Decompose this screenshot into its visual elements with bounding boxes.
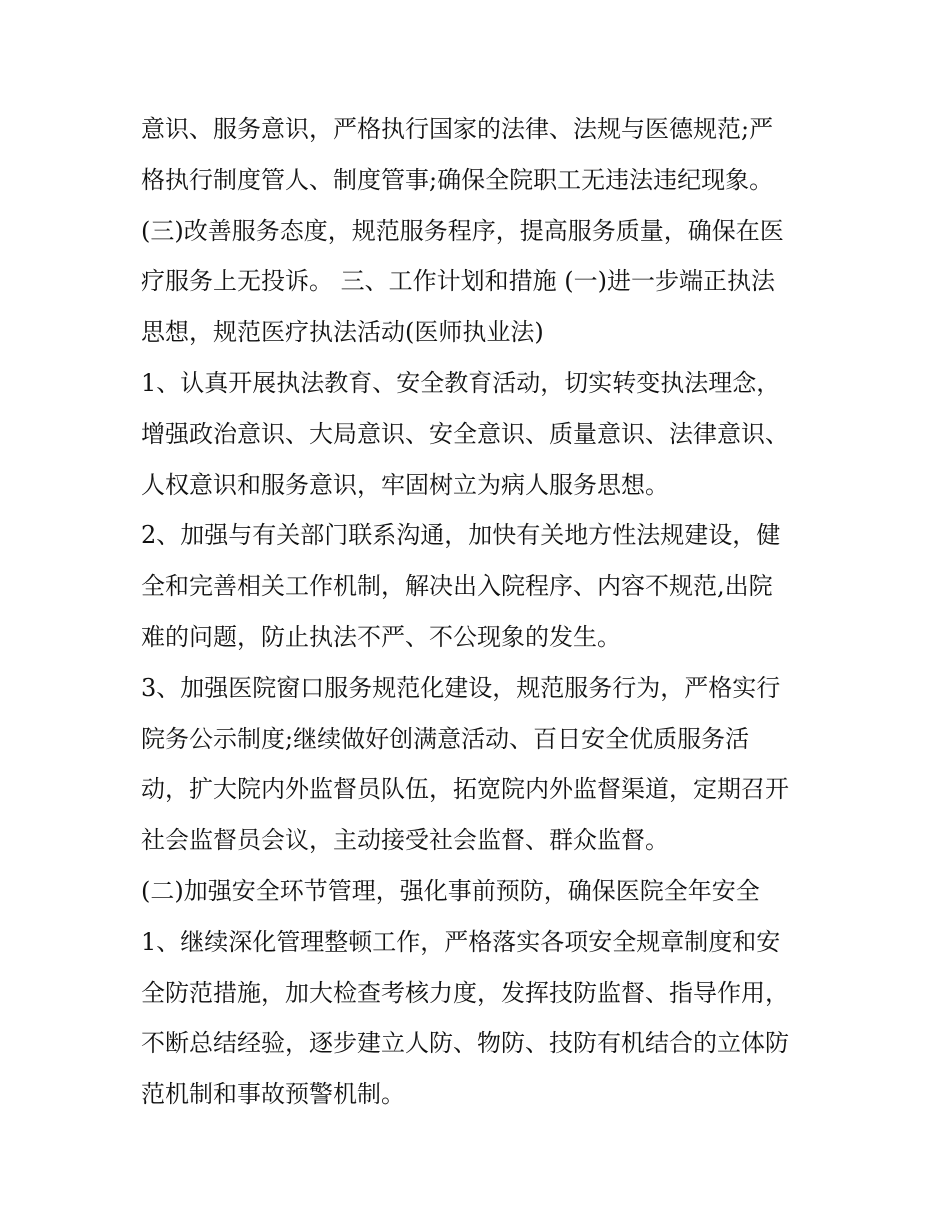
text-line: 范机制和事故预警机制。 bbox=[141, 1080, 405, 1109]
text-line: 动，扩大院内外监督员队伍，拓宽院内外监督渠道，定期召开 bbox=[141, 775, 789, 804]
text-line: 全防范措施，加大检查考核力度，发挥技防监督、指导作用， bbox=[141, 978, 789, 1007]
document-body bbox=[141, 104, 821, 1120]
text-line: 增强政治意识、大局意识、安全意识、质量意识、法律意识、 bbox=[141, 419, 789, 448]
text-line: (三)改善服务态度，规范服务程序，提高服务质量，确保在医 bbox=[141, 216, 784, 245]
text-line: 1、继续深化管理整顿工作，严格落实各项安全规章制度和安 bbox=[141, 927, 781, 956]
text-line: 2、加强与有关部门联系沟通，加快有关地方性法规建设，健 bbox=[141, 521, 781, 550]
text-line: 3、加强医院窗口服务规范化建设，规范服务行为，严格实行 bbox=[141, 673, 781, 702]
text-line: 格执行制度管人、制度管事;确保全院职工无违法违纪现象。 bbox=[141, 165, 774, 194]
text-line: 难的问题，防止执法不严、不公现象的发生。 bbox=[141, 622, 621, 651]
text-line: 全和完善相关工作机制，解决出入院程序、内容不规范,出院 bbox=[141, 572, 773, 601]
text-line: 社会监督员会议，主动接受社会监督、群众监督。 bbox=[141, 826, 669, 855]
text-line: 意识、服务意识，严格执行国家的法律、法规与医德规范;严 bbox=[141, 115, 774, 143]
text-line: 不断总结经验，逐步建立人防、物防、技防有机结合的立体防 bbox=[141, 1029, 789, 1058]
text-line: 1、认真开展执法教育、安全教育活动，切实转变执法理念， bbox=[141, 368, 781, 397]
text-line: 院务公示制度;继续做好创满意活动、百日安全优质服务活 bbox=[141, 724, 750, 753]
text-line: 思想，规范医疗执法活动(医师执业法) bbox=[141, 318, 544, 347]
text-line: 人权意识和服务意识，牢固树立为病人服务思想。 bbox=[141, 470, 669, 499]
text-line: (二)加强安全环节管理，强化事前预防，确保医院全年安全 bbox=[141, 876, 760, 905]
text-line: 疗服务上无投诉。 三、工作计划和措施 (一)进一步端正执法 bbox=[141, 267, 775, 296]
